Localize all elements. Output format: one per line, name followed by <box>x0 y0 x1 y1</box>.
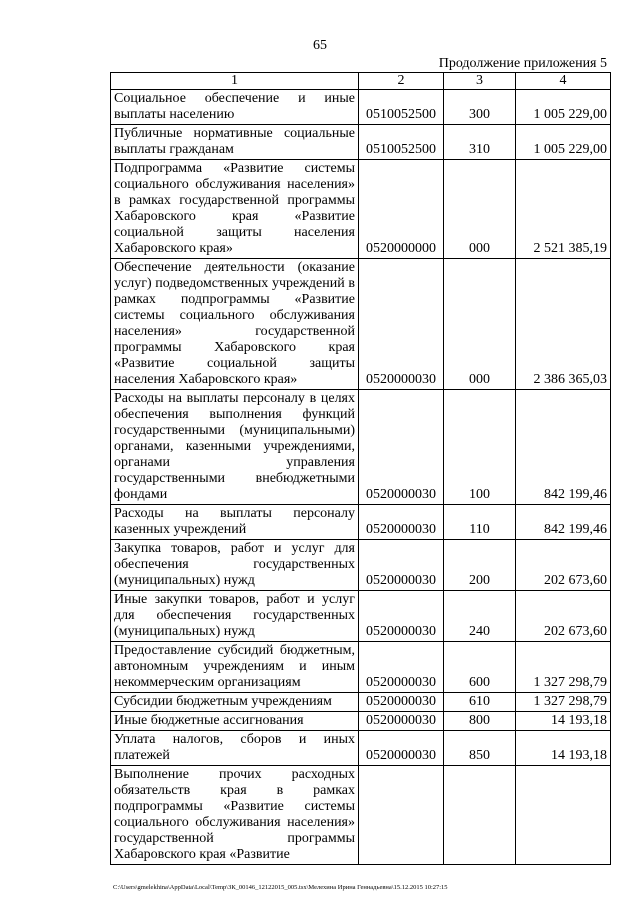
amount: 1 005 229,00 <box>516 90 611 125</box>
target-code: 0520000030 <box>359 591 444 642</box>
expense-name: Расходы на выплаты персоналу в целях обеспечения выполнения функций государственными (муниципальными) органами, казенными учреждениями, органами управления государственными внебюджетными фондами <box>111 390 359 505</box>
target-code: 0510052500 <box>359 125 444 160</box>
column-header: 2 <box>359 73 444 90</box>
amount: 14 193,18 <box>516 712 611 731</box>
target-code: 0520000030 <box>359 259 444 390</box>
table-row <box>111 693 611 712</box>
expense-kind: 600 <box>444 642 516 693</box>
amount: 202 673,60 <box>516 540 611 591</box>
page-number: 65 <box>313 38 327 53</box>
target-code: 0520000030 <box>359 390 444 505</box>
table-row <box>111 591 611 642</box>
expense-name: Выполнение прочих расходных обязательств края в рамках подпрограммы «Развитие системы социального обслуживания населения» государственной программы Хабаровского края «Развитие <box>111 766 359 865</box>
table-row <box>111 642 611 693</box>
target-code: 0520000030 <box>359 712 444 731</box>
expense-name: Подпрограмма «Развитие системы социального обслуживания населения» в рамках государственной программы Хабаровского края «Развитие социальной защиты населения Хабаровского края» <box>111 160 359 259</box>
amount: 1 327 298,79 <box>516 693 611 712</box>
table-row <box>111 390 611 505</box>
expense-name: Иные бюджетные ассигнования <box>111 712 359 731</box>
expense-kind: 300 <box>444 90 516 125</box>
expense-name: Уплата налогов, сборов и иных платежей <box>111 731 359 766</box>
table-row <box>111 731 611 766</box>
target-code: 0520000030 <box>359 505 444 540</box>
table-row <box>111 125 611 160</box>
target-code: 0520000030 <box>359 731 444 766</box>
expense-kind: 800 <box>444 712 516 731</box>
file-path-footer: C:\Users\gmelekhina\AppData\Local\Temp\ЗК_00146_12122015_005.tsx\Мелехина Ирина Геннадьевна\15.12.2015 10:27:15 <box>113 884 448 891</box>
table-header-row <box>111 73 611 90</box>
expense-name: Публичные нормативные социальные выплаты гражданам <box>111 125 359 160</box>
expense-kind: 850 <box>444 731 516 766</box>
target-code <box>359 766 444 865</box>
amount: 14 193,18 <box>516 731 611 766</box>
target-code: 0510052500 <box>359 90 444 125</box>
table-row <box>111 712 611 731</box>
expense-name: Социальное обеспечение и иные выплаты населению <box>111 90 359 125</box>
amount: 842 199,46 <box>516 390 611 505</box>
column-header: 1 <box>111 73 359 90</box>
amount: 842 199,46 <box>516 505 611 540</box>
expense-kind: 110 <box>444 505 516 540</box>
amount: 202 673,60 <box>516 591 611 642</box>
expense-kind: 100 <box>444 390 516 505</box>
table-row <box>111 766 611 865</box>
expense-name: Обеспечение деятельности (оказание услуг) подведомственных учреждений в рамках подпрограммы «Развитие системы социального обслуживания населения» государственной программы Хабаровского края «Развитие социальной защиты населения Хабаровского края» <box>111 259 359 390</box>
amount <box>516 766 611 865</box>
table-row <box>111 540 611 591</box>
target-code: 0520000030 <box>359 693 444 712</box>
table-row <box>111 259 611 390</box>
expense-name: Предоставление субсидий бюджетным, автономным учреждениям и иным некоммерческим организациям <box>111 642 359 693</box>
expense-name: Субсидии бюджетным учреждениям <box>111 693 359 712</box>
expense-kind: 310 <box>444 125 516 160</box>
appendix-continuation-label: Продолжение приложения 5 <box>438 56 607 71</box>
table-row <box>111 505 611 540</box>
target-code: 0520000030 <box>359 642 444 693</box>
column-header: 4 <box>516 73 611 90</box>
expense-kind <box>444 766 516 865</box>
expense-kind: 240 <box>444 591 516 642</box>
amount: 2 386 365,03 <box>516 259 611 390</box>
table-row <box>111 90 611 125</box>
expense-kind: 000 <box>444 259 516 390</box>
amount: 1 005 229,00 <box>516 125 611 160</box>
amount: 2 521 385,19 <box>516 160 611 259</box>
amount: 1 327 298,79 <box>516 642 611 693</box>
budget-table <box>110 72 611 865</box>
expense-kind: 200 <box>444 540 516 591</box>
expense-name: Закупка товаров, работ и услуг для обеспечения государственных (муниципальных) нужд <box>111 540 359 591</box>
target-code: 0520000000 <box>359 160 444 259</box>
column-header: 3 <box>444 73 516 90</box>
target-code: 0520000030 <box>359 540 444 591</box>
expense-name: Расходы на выплаты персоналу казенных учреждений <box>111 505 359 540</box>
table-row <box>111 160 611 259</box>
expense-kind: 000 <box>444 160 516 259</box>
expense-name: Иные закупки товаров, работ и услуг для обеспечения государственных (муниципальных) нужд <box>111 591 359 642</box>
expense-kind: 610 <box>444 693 516 712</box>
